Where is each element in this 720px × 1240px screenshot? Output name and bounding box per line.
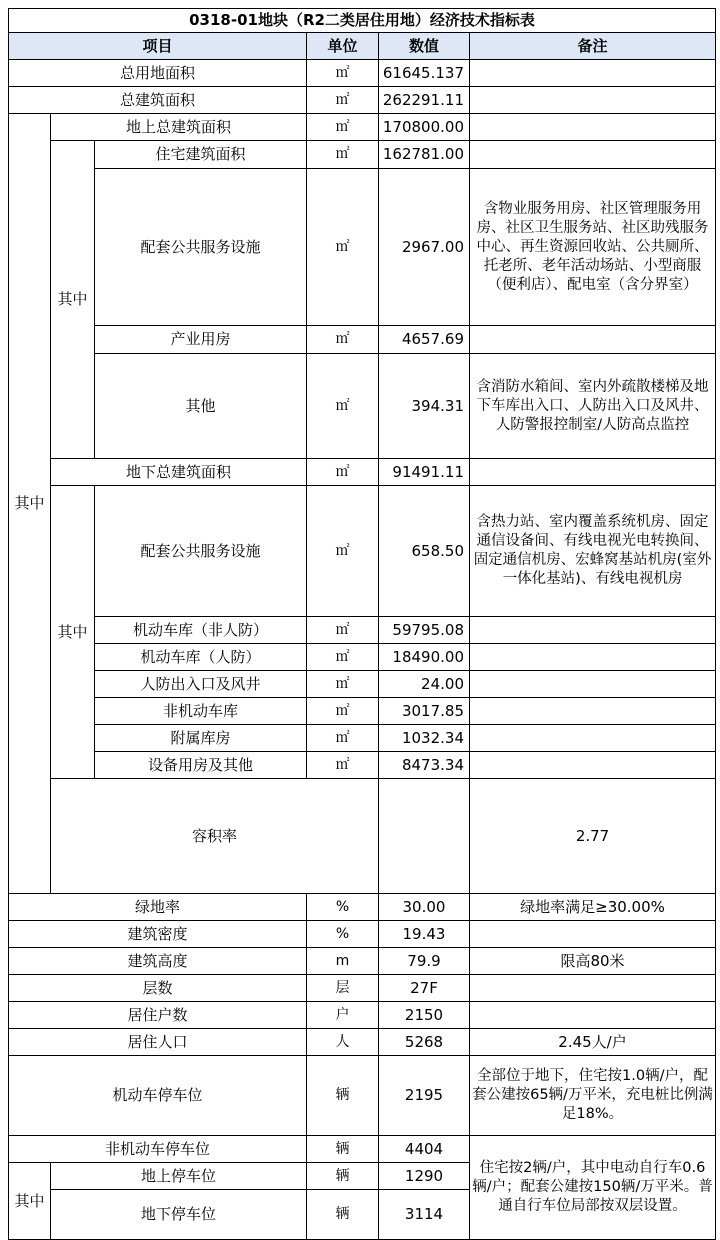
row-value: 30.00 — [379, 894, 470, 921]
header-value: 数值 — [379, 33, 470, 60]
row-label: 非机动车停车位 — [9, 1136, 307, 1163]
row-note — [470, 921, 716, 948]
row-label: 设备用房及其他 — [95, 752, 307, 779]
row-unit: 辆 — [307, 1136, 379, 1163]
table-row — [9, 1056, 716, 1136]
row-note — [470, 975, 716, 1002]
row-unit: ㎡ — [307, 725, 379, 752]
row-unit: ㎡ — [307, 169, 379, 326]
row-value: 24.00 — [379, 671, 470, 698]
header-unit: 单位 — [307, 33, 379, 60]
row-note: 绿地率满足≥30.00% — [470, 894, 716, 921]
row-label: 机动车库（非人防） — [95, 617, 307, 644]
row-value: 59795.08 — [379, 617, 470, 644]
row-label: 配套公共服务设施 — [95, 169, 307, 326]
row-note — [470, 459, 716, 486]
row-value: 19.43 — [379, 921, 470, 948]
row-value: 4404 — [379, 1136, 470, 1163]
row-note: 2.45人/户 — [470, 1029, 716, 1056]
row-note — [470, 617, 716, 644]
row-label: 容积率 — [51, 779, 379, 894]
row-label: 附属库房 — [95, 725, 307, 752]
table-row — [9, 779, 716, 894]
row-note — [470, 1002, 716, 1029]
table-row — [9, 114, 716, 141]
row-label: 住宅建筑面积 — [95, 141, 307, 169]
row-value: 5268 — [379, 1029, 470, 1056]
group-label-above: 其中 — [51, 141, 95, 459]
group-label-bike: 其中 — [9, 1163, 51, 1240]
row-label: 总建筑面积 — [9, 87, 307, 114]
row-label: 人防出入口及风井 — [95, 671, 307, 698]
row-unit: % — [307, 921, 379, 948]
row-note — [470, 671, 716, 698]
row-label: 建筑密度 — [9, 921, 307, 948]
table-title: 0318-01地块（R2二类居住用地）经济技术指标表 — [9, 9, 716, 33]
row-note — [470, 60, 716, 87]
row-note — [470, 752, 716, 779]
row-value: 2967.00 — [379, 169, 470, 326]
row-unit: 人 — [307, 1029, 379, 1056]
row-note — [470, 141, 716, 169]
row-note — [470, 114, 716, 141]
row-unit: ㎡ — [307, 326, 379, 354]
row-unit — [379, 779, 470, 894]
table-row — [9, 752, 716, 779]
row-unit: ㎡ — [307, 87, 379, 114]
row-label: 居住户数 — [9, 1002, 307, 1029]
row-label: 配套公共服务设施 — [95, 486, 307, 617]
indicator-table — [8, 8, 716, 1240]
table-row — [9, 921, 716, 948]
row-value: 79.9 — [379, 948, 470, 975]
row-unit: 辆 — [307, 1056, 379, 1136]
row-note — [470, 326, 716, 354]
row-value: 2195 — [379, 1056, 470, 1136]
row-note: 含消防水箱间、室内外疏散楼梯及地下车库出入口、人防出入口及风井、人防警报控制室/人防高点监控 — [470, 354, 716, 459]
row-note — [470, 87, 716, 114]
row-unit: 辆 — [307, 1190, 379, 1240]
header-note: 备注 — [470, 33, 716, 60]
row-unit: ㎡ — [307, 486, 379, 617]
row-label: 地上总建筑面积 — [51, 114, 307, 141]
row-value: 162781.00 — [379, 141, 470, 169]
row-note — [470, 698, 716, 725]
header-item: 项目 — [9, 33, 307, 60]
row-value: 3114 — [379, 1190, 470, 1240]
row-unit: ㎡ — [307, 698, 379, 725]
table-row — [9, 459, 716, 486]
row-label: 地下总建筑面积 — [51, 459, 307, 486]
table-row — [9, 671, 716, 698]
row-note: 含物业服务用房、社区管理服务用房、社区卫生服务站、社区助残服务中心、再生资源回收站、公共厕所、托老所、老年活动场站、小型商服（便利店）、配电室（含分界室） — [470, 169, 716, 326]
row-unit: ㎡ — [307, 644, 379, 671]
row-unit: 户 — [307, 1002, 379, 1029]
row-value: 394.31 — [379, 354, 470, 459]
row-value: 262291.11 — [379, 87, 470, 114]
row-value: 61645.137 — [379, 60, 470, 87]
row-label: 地下停车位 — [51, 1190, 307, 1240]
row-value: 2.77 — [470, 779, 716, 894]
row-unit: ㎡ — [307, 752, 379, 779]
row-label: 层数 — [9, 975, 307, 1002]
row-label: 地上停车位 — [51, 1163, 307, 1190]
row-label: 绿地率 — [9, 894, 307, 921]
row-value: 1032.34 — [379, 725, 470, 752]
row-value: 170800.00 — [379, 114, 470, 141]
table-row — [9, 1136, 716, 1163]
table-row — [9, 617, 716, 644]
row-label: 居住人口 — [9, 1029, 307, 1056]
row-value: 91491.11 — [379, 459, 470, 486]
row-note — [470, 725, 716, 752]
row-label: 机动车停车位 — [9, 1056, 307, 1136]
row-value: 4657.69 — [379, 326, 470, 354]
table-row — [9, 1002, 716, 1029]
row-unit: ㎡ — [307, 141, 379, 169]
row-label: 非机动车库 — [95, 698, 307, 725]
table-row — [9, 169, 716, 326]
table-row — [9, 326, 716, 354]
table-row — [9, 698, 716, 725]
row-note: 限高80米 — [470, 948, 716, 975]
table-row — [9, 486, 716, 617]
row-unit: ㎡ — [307, 671, 379, 698]
row-label: 总用地面积 — [9, 60, 307, 87]
row-unit: ㎡ — [307, 459, 379, 486]
table-row — [9, 948, 716, 975]
row-unit: ㎡ — [307, 354, 379, 459]
row-unit: 层 — [307, 975, 379, 1002]
group-label-below: 其中 — [51, 486, 95, 779]
row-value: 8473.34 — [379, 752, 470, 779]
row-unit: ㎡ — [307, 114, 379, 141]
row-value: 2150 — [379, 1002, 470, 1029]
row-label: 其他 — [95, 354, 307, 459]
row-unit: 辆 — [307, 1163, 379, 1190]
row-note — [470, 644, 716, 671]
row-value: 3017.85 — [379, 698, 470, 725]
row-value: 18490.00 — [379, 644, 470, 671]
row-unit: % — [307, 894, 379, 921]
row-label: 建筑高度 — [9, 948, 307, 975]
row-unit: ㎡ — [307, 60, 379, 87]
table-row — [9, 141, 716, 169]
row-unit: ㎡ — [307, 617, 379, 644]
table-row — [9, 1029, 716, 1056]
table-row — [9, 725, 716, 752]
row-value: 27F — [379, 975, 470, 1002]
group-label-above-below: 其中 — [9, 114, 51, 894]
row-value: 1290 — [379, 1163, 470, 1190]
table-row — [9, 975, 716, 1002]
table-row — [9, 644, 716, 671]
table-row — [9, 354, 716, 459]
row-label: 机动车库（人防） — [95, 644, 307, 671]
row-note: 含热力站、室内覆盖系统机房、固定通信设备间、有线电视光电转换间、固定通信机房、宏蜂窝基站机房(室外一体化基站)、有线电视机房 — [470, 486, 716, 617]
table-row — [9, 87, 716, 114]
row-label: 产业用房 — [95, 326, 307, 354]
table-row — [9, 894, 716, 921]
row-note: 住宅按2辆/户，其中电动自行车0.6辆/户；配套公建按150辆/万平米。普通自行车位局部按双层设置。 — [470, 1136, 716, 1240]
row-value: 658.50 — [379, 486, 470, 617]
row-note: 全部位于地下，住宅按1.0辆/户，配套公建按65辆/万平米，充电桩比例满足18%。 — [470, 1056, 716, 1136]
row-unit: m — [307, 948, 379, 975]
table-row — [9, 60, 716, 87]
